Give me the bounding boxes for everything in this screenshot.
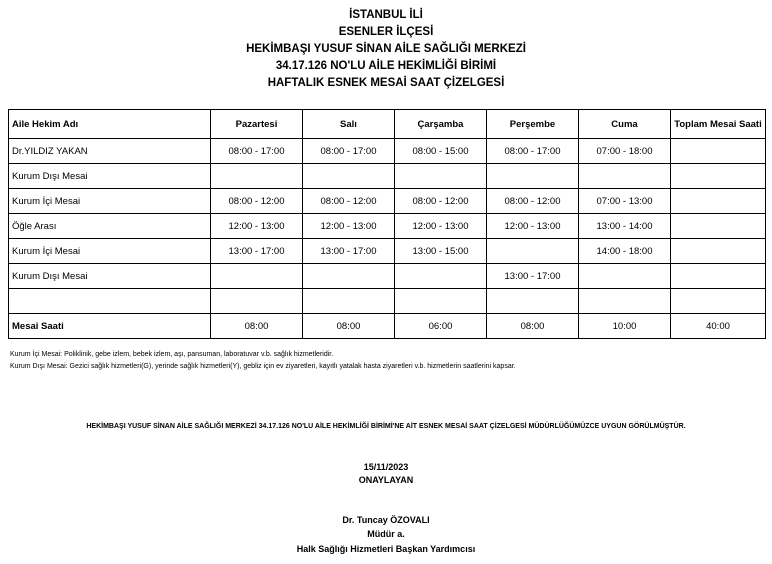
table-cell: 08:00 - 17:00	[211, 139, 303, 164]
column-header: Pazartesi	[211, 110, 303, 139]
table-cell: 12:00 - 13:00	[211, 214, 303, 239]
legend-outside: Kurum Dışı Mesai: Gezici sağlık hizmetleri(G), yerinde sağlık hizmetleri(Y), gebliz için ev ziyaretleri, kayıtlı yatalak hasta ziyaretleri v.b. hizmetlerin saatlerini kapsar.	[10, 363, 516, 370]
row-label: Kurum İçi Mesai	[9, 239, 211, 264]
table-header-row	[9, 110, 766, 139]
column-header: Cuma	[579, 110, 671, 139]
table-cell	[487, 164, 579, 189]
row-label: Kurum Dışı Mesai	[9, 264, 211, 289]
header-district: ESENLER İLÇESİ	[338, 26, 434, 38]
table-cell: 08:00 - 12:00	[487, 189, 579, 214]
table-cell	[395, 164, 487, 189]
total-cell: 08:00	[487, 314, 579, 339]
header-province: İSTANBUL İLİ	[349, 9, 423, 21]
table-cell: 14:00 - 18:00	[579, 239, 671, 264]
table-cell	[671, 289, 766, 314]
table-cell	[671, 164, 766, 189]
table-row	[9, 189, 766, 214]
table-cell	[395, 289, 487, 314]
total-label: Mesai Saati	[9, 314, 211, 339]
table-cell	[671, 139, 766, 164]
table-cell	[579, 164, 671, 189]
table-cell: 07:00 - 18:00	[579, 139, 671, 164]
total-cell: 06:00	[395, 314, 487, 339]
table-cell	[671, 214, 766, 239]
table-cell: 08:00 - 12:00	[395, 189, 487, 214]
table-cell	[579, 264, 671, 289]
approval-date: 15/11/2023	[363, 462, 409, 472]
table-row	[9, 164, 766, 189]
header-center: HEKİMBAŞI YUSUF SİNAN AİLE SAĞLIĞI MERKEZİ	[246, 43, 526, 55]
table-cell: 13:00 - 14:00	[579, 214, 671, 239]
signer-title: Halk Sağlığı Hizmetleri Başkan Yardımcısı	[296, 544, 476, 554]
table-cell	[211, 289, 303, 314]
table-cell	[671, 239, 766, 264]
table-cell	[487, 239, 579, 264]
column-header: Salı	[303, 110, 395, 139]
schedule-table	[8, 109, 766, 339]
table-cell	[303, 164, 395, 189]
table-cell: 12:00 - 13:00	[303, 214, 395, 239]
column-header: Toplam Mesai Saati	[671, 110, 766, 139]
table-row	[9, 239, 766, 264]
table-cell: 13:00 - 17:00	[303, 239, 395, 264]
approval-text: HEKİMBAŞI YUSUF SİNAN AİLE SAĞLIĞI MERKEZİ 34.17.126 NO'LU AİLE HEKİMLİĞİ BİRİMİ'NE AİT ESNEK MESAİ SAAT ÇİZELGESİ MÜDÜRLÜĞÜMÜZCE UYGUN GÖRÜLMÜŞTÜR.	[86, 423, 686, 430]
table-cell: 08:00 - 15:00	[395, 139, 487, 164]
table-cell: 12:00 - 13:00	[395, 214, 487, 239]
table-cell: 12:00 - 13:00	[487, 214, 579, 239]
row-label	[9, 289, 211, 314]
column-header: Perşembe	[487, 110, 579, 139]
row-label: Kurum Dışı Mesai	[9, 164, 211, 189]
table-cell: 08:00 - 17:00	[487, 139, 579, 164]
table-cell: 08:00 - 12:00	[211, 189, 303, 214]
row-label: Kurum İçi Mesai	[9, 189, 211, 214]
table-cell	[671, 264, 766, 289]
table-cell	[487, 289, 579, 314]
table-cell: 07:00 - 13:00	[579, 189, 671, 214]
table-cell	[579, 289, 671, 314]
table-row	[9, 264, 766, 289]
signer-name: Dr. Tuncay ÖZOVALI	[342, 515, 430, 525]
table-cell: 13:00 - 17:00	[211, 239, 303, 264]
table-row	[9, 289, 766, 314]
table-row	[9, 214, 766, 239]
row-label: Dr.YILDIZ YAKAN	[9, 139, 211, 164]
total-cell: 10:00	[579, 314, 671, 339]
table-cell: 13:00 - 15:00	[395, 239, 487, 264]
total-cell: 08:00	[303, 314, 395, 339]
table-cell: 13:00 - 17:00	[487, 264, 579, 289]
column-header: Çarşamba	[395, 110, 487, 139]
table-cell	[671, 189, 766, 214]
table-cell	[303, 289, 395, 314]
signer-role: Müdür a.	[367, 529, 405, 539]
table-cell	[303, 264, 395, 289]
total-cell: 08:00	[211, 314, 303, 339]
header-unit: 34.17.126 NO'LU AİLE HEKİMLİĞİ BİRİMİ	[275, 60, 497, 72]
legend-inside: Kurum İçi Mesai: Poliklinik, gebe izlem, bebek izlem, aşı, pansuman, laboratuvar v.b. sağlık hizmetleridir.	[10, 351, 334, 358]
header-title: HAFTALIK ESNEK MESAİ SAAT ÇİZELGESİ	[267, 77, 505, 89]
table-cell: 08:00 - 17:00	[303, 139, 395, 164]
table-cell: 08:00 - 12:00	[303, 189, 395, 214]
total-row	[9, 314, 766, 339]
column-header: Aile Hekim Adı	[9, 110, 211, 139]
table-cell	[395, 264, 487, 289]
approval-status: ONAYLAYAN	[358, 475, 414, 485]
table-row	[9, 139, 766, 164]
table-cell	[211, 164, 303, 189]
total-cell: 40:00	[671, 314, 766, 339]
row-label: Öğle Arası	[9, 214, 211, 239]
table-cell	[211, 264, 303, 289]
